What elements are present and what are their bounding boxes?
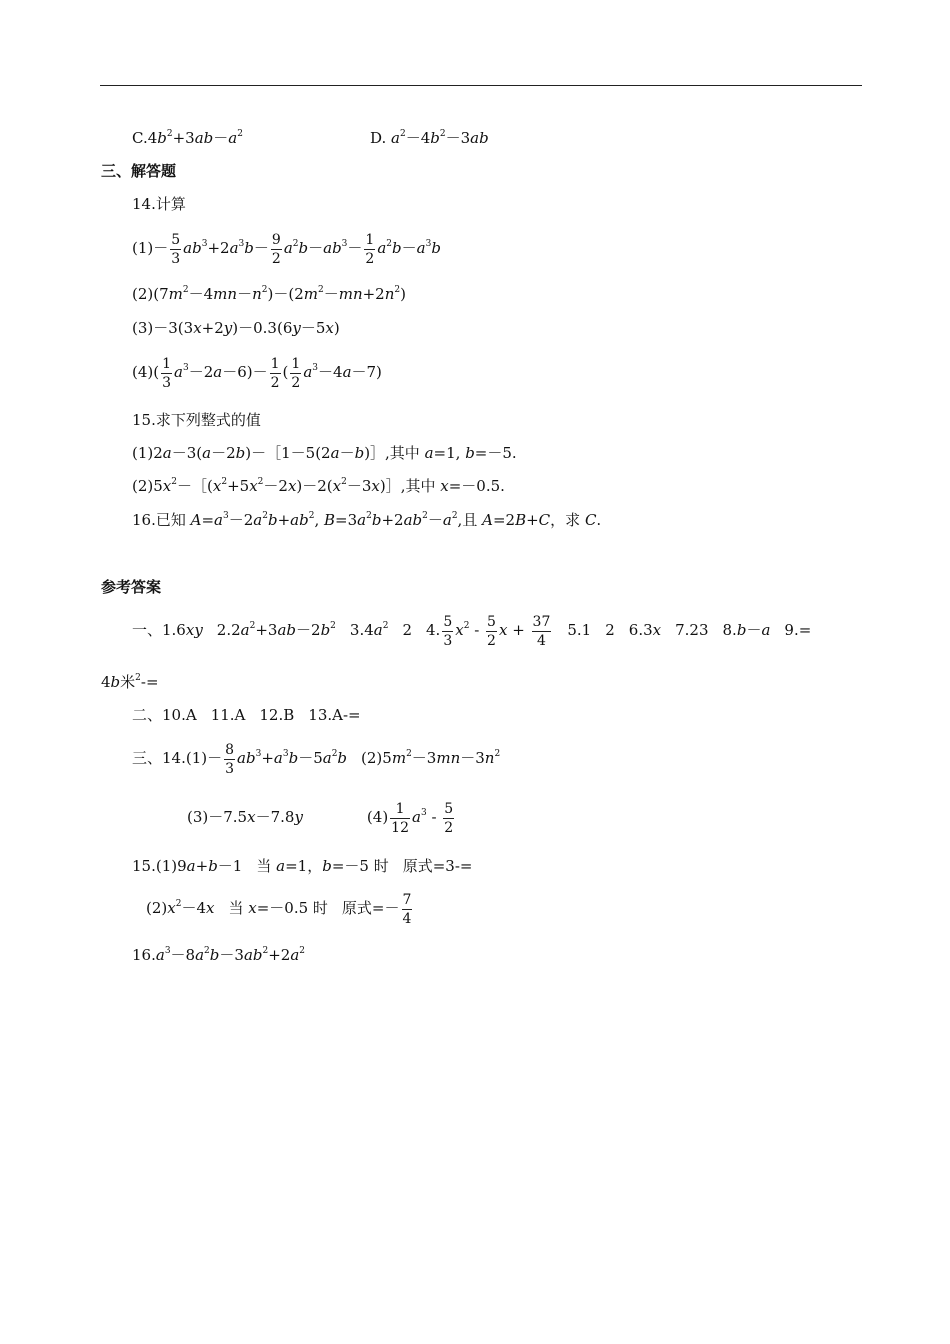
section-title: 三、解答题 xyxy=(101,162,177,180)
answers-part1: 一、1.6xy $2.2a^2+3ab-2b^2$ $3.4a^2$ 2 4. $\frac{5}{3}$ $x^2$ - $\frac{5}{2}$ x + $\frac{37}{4}$ 5.1 2 6.3x 7.23 8.b－a 9.= xyxy=(132,613,812,649)
q14-3: (3)－3(3x+2y)－0.3(6y－5x) xyxy=(132,319,340,337)
answers-15-2: $(2)x^2-4x$ 当 x=－0.5 时 原式=－ $\frac{7}{4}$ xyxy=(146,891,412,927)
header-rule xyxy=(100,85,862,86)
q15-1: (1)2a－3(a－2b)－［1－5(2a－b)］,其中 a=1, b=－5. xyxy=(132,444,517,462)
q14-title: 14.计算 xyxy=(132,195,186,213)
q15-2: $(2)5x^2-[(x^2+5x^2-2x)-2(x^2-3x)]$,其中 x=－0.5. xyxy=(132,477,505,495)
q15-title: 15.求下列整式的值 xyxy=(132,411,261,429)
option-d: D. $a^2-4b^2-3ab$ xyxy=(370,129,489,147)
q14-4: (4)( $\frac{1}{3}$ $a^3-2a-6)-$ $\frac{1}{2}$ ( $\frac{1}{2}$ $a^3-4a-7$) xyxy=(132,355,382,391)
answers-14-a: 三、14.(1)－ $\frac{8}{3}$ $ab^3+a^3b-5a^2b$ $(2)5m^2-3mn-3n^2$ xyxy=(132,741,501,777)
q14-2: $(2)(7m^2-4mn-n^2)-(2m^2-mn+2n^2)$ xyxy=(132,285,406,303)
answers-14-b: (3)－7.5x－7.8y (4) $\frac{1}{12}$ $a^3$ - $\frac{5}{2}$ xyxy=(187,800,454,836)
answers-part1-cont: 4b米$^2$-= xyxy=(101,673,159,691)
option-c: $C.4b^2+3ab-a^2$ xyxy=(132,129,243,147)
answers-part2: 二、10.A 11.A 12.B 13.A-= xyxy=(132,706,361,724)
q14-1: (1)－ $\frac{5}{3}$ $ab^3+2a^3b-$ $\frac{9}{2}$ $a^2b-ab^3-$ $\frac{1}{2}$ $a^2b-a^3b$ xyxy=(132,231,441,267)
answers-16: $16.a^3-8a^2b-3ab^2+2a^2$ xyxy=(132,946,306,964)
q16: 16.已知 $A=a^3-2a^2b+ab^2$, $B=3a^2b+2ab^2-a^2$,且 A=2B+C，求 C. xyxy=(132,511,602,529)
answers-15-1: 15.(1)9a+b－1 当 a=1，b=－5 时 原式=3-= xyxy=(132,857,473,875)
answers-title: 参考答案 xyxy=(101,578,162,596)
